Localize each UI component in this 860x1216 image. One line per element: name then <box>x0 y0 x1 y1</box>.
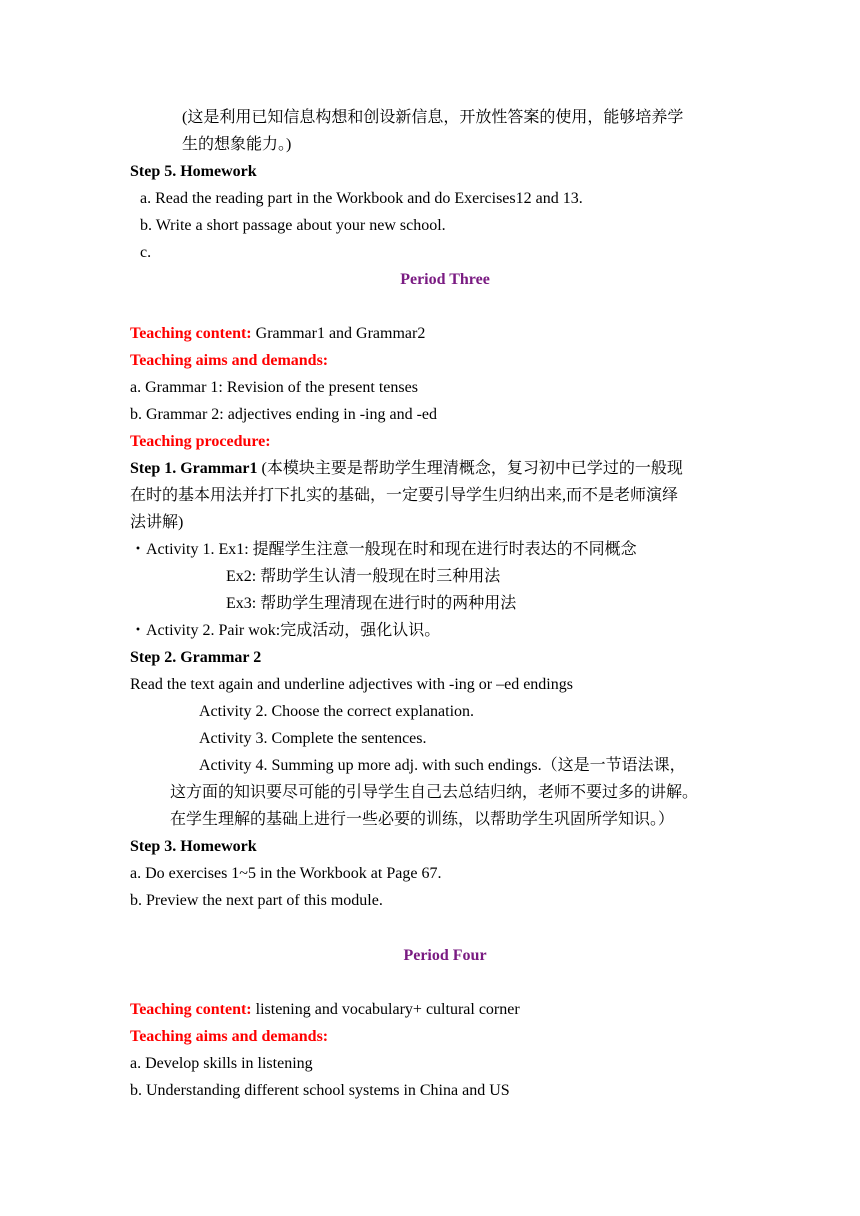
teaching-content-value: listening and vocabulary+ cultural corner <box>251 1001 520 1018</box>
activity2-pairwork: ・Activity 2. Pair wok:完成活动，强化认识。 <box>130 622 441 639</box>
step1-line1 <box>130 459 683 479</box>
period-three-title: Period Three <box>400 271 490 288</box>
activity1-ex3: Ex3: 帮助学生理清现在进行时的两种用法 <box>226 595 517 612</box>
step2-intro: Read the text again and underline adjectives with -ing or –ed endings <box>130 676 573 693</box>
step5-item-c: c. <box>140 244 152 261</box>
top-note-line1: (这是利用已知信息构想和创设新信息，开放性答案的使用，能够培养学 <box>182 109 684 126</box>
teaching-content-label: Teaching content: <box>130 325 252 342</box>
step2-activity4: Activity 4. Summing up more adj. with such endings.（这是一节语法课， <box>199 757 686 774</box>
step2-note2: 这方面的知识要尽可能的引导学生自己去总结归纳，老师不要过多的讲解。 <box>170 784 699 801</box>
step1-note3: 法讲解) <box>130 514 184 531</box>
period-four-title: Period Four <box>403 947 487 964</box>
step2-activity2: Activity 2. Choose the correct explanation. <box>199 703 475 720</box>
step2-heading: Step 2. Grammar 2 <box>130 649 262 666</box>
step5-heading: Step 5. Homework <box>130 163 257 180</box>
period3-aims-label: Teaching aims and demands: <box>130 352 329 369</box>
teaching-content-value: Grammar1 and Grammar2 <box>251 325 426 342</box>
period4-aim-b: b. Understanding different school systems in China and US <box>130 1082 510 1099</box>
period3-procedure-label: Teaching procedure: <box>130 433 271 450</box>
period4-teaching-content <box>130 1000 520 1020</box>
step1-note2: 在时的基本用法并打下扎实的基础，一定要引导学生归纳出来,而不是老师演绎 <box>130 487 679 504</box>
period4-aims-label: Teaching aims and demands: <box>130 1028 329 1045</box>
step1-heading: Step 1. Grammar1 <box>130 460 258 477</box>
step5-item-a: a. Read the reading part in the Workbook and do Exercises12 and 13. <box>140 190 583 207</box>
period4-aim-a: a. Develop skills in listening <box>130 1055 313 1072</box>
teaching-content-label: Teaching content: <box>130 1001 252 1018</box>
step3-heading: Step 3. Homework <box>130 838 257 855</box>
period3-aim-b: b. Grammar 2: adjectives ending in -ing and -ed <box>130 406 438 423</box>
step5-item-b: b. Write a short passage about your new school. <box>140 217 446 234</box>
period3-aim-a: a. Grammar 1: Revision of the present tenses <box>130 379 418 396</box>
step1-note1: (本模块主要是帮助学生理清概念，复习初中已学过的一般现 <box>257 460 683 477</box>
top-note-line2: 生的想象能力。) <box>182 136 292 153</box>
period3-teaching-content <box>130 324 425 344</box>
step3-item-b: b. Preview the next part of this module. <box>130 892 383 909</box>
step3-item-a: a. Do exercises 1~5 in the Workbook at Page 67. <box>130 865 442 882</box>
activity1-ex2: Ex2: 帮助学生认清一般现在时三种用法 <box>226 568 501 585</box>
step2-note3: 在学生理解的基础上进行一些必要的训练，以帮助学生巩固所学知识。） <box>170 811 675 828</box>
activity1-ex1: ・Activity 1. Ex1: 提醒学生注意一般现在时和现在进行时表达的不同概念 <box>130 541 637 558</box>
step2-activity3: Activity 3. Complete the sentences. <box>199 730 427 747</box>
